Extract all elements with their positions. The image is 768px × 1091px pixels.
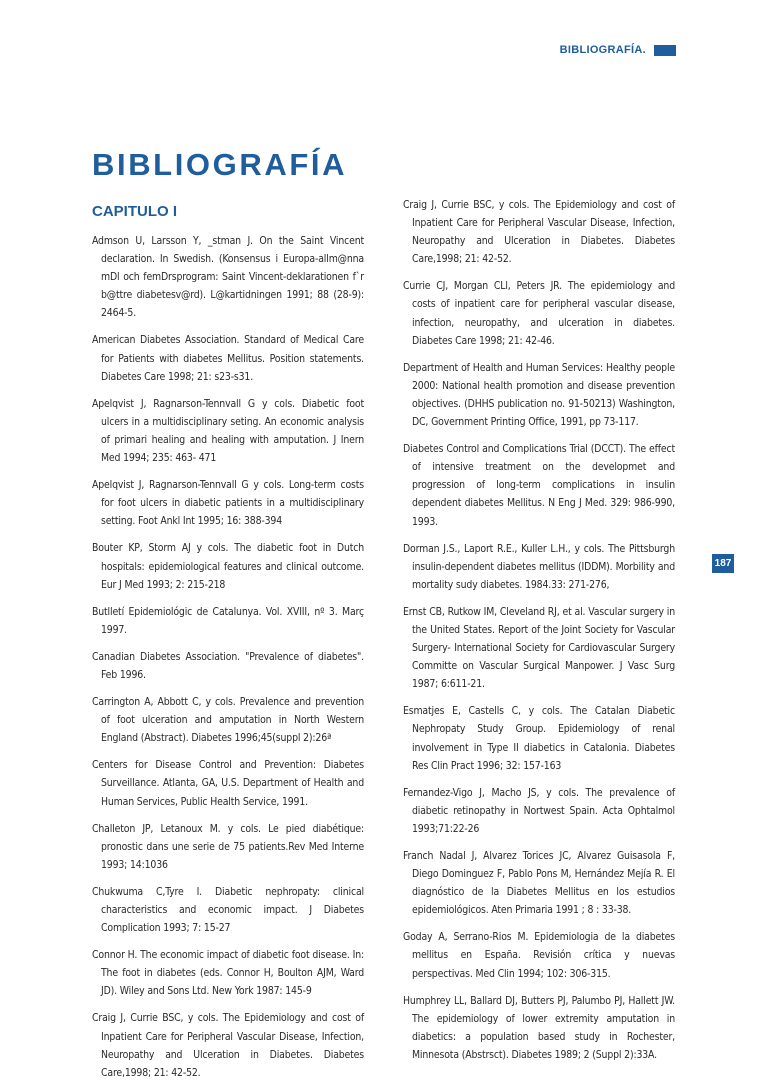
reference-entry: Canadian Diabetes Association. "Prevalence of diabetes". Feb 1996. <box>92 650 364 681</box>
reference-entry: Craig J, Currie BSC, y cols. The Epidemiology and cost of Inpatient Care for Peripheral Vascular Disease, Infection, Neuropathy and Ulceration in Diabetes. Diabetes Care,1998; 21: 42-52. <box>403 199 675 266</box>
reference-entry: Ernst CB, Rutkow IM, Cleveland RJ, et al. Vascular surgery in the United States. Report of the Joint Society for Vascular Surgery- International Society for Cardiovascular Surgery Committe on Vascular Surgical Manpower. J Vasc Surg 1987; 6:611-21. <box>403 605 675 691</box>
page-title: BIBLIOGRAFÍA <box>92 147 348 182</box>
header-color-bar <box>654 45 676 56</box>
reference-entry: Fernandez-Vigo J, Macho JS, y cols. The prevalence of diabetic retinopathy in Nortwest Spain. Acta Ophtalmol 1993;71:22-26 <box>403 786 675 835</box>
reference-entry: Connor H. The economic impact of diabetic foot disease. In: The foot in diabetes (eds. Connor H, Boulton AJM, Ward JD). Wiley and Sons Ltd. New York 1987: 145-9 <box>92 949 364 998</box>
reference-entry: Carrington A, Abbott C, y cols. Prevalence and prevention of foot ulceration and amputation in North Western England (Abstract). Diabetes 1996;45(suppl 2):26ª <box>92 696 364 745</box>
reference-entry: Humphrey LL, Ballard DJ, Butters PJ, Palumbo PJ, Hallett JW. The epidemiology of lower extremity amputation in diabetics: a population based study in Rochester, Minnesota (Abstrsct). Diabetes 1989; 2 (Suppl 2):33A. <box>403 994 675 1061</box>
reference-entry: Challeton JP, Letanoux M. y cols. Le pied diabétique: pronostic dans une serie de 75 patients.Rev Med Interne 1993; 14:1036 <box>92 822 364 871</box>
reference-entry: Esmatjes E, Castells C, y cols. The Catalan Diabetic Nephropaty Study Group. Epidemiology of renal involvement in Type II diabetics in Catalonia. Diabetes Res Clin Pract 1996; 32: 157-163 <box>403 705 675 772</box>
reference-entry: Franch Nadal J, Alvarez Torices JC, Alvarez Guisasola F, Diego Dominguez F, Pablo Pons M, Hernández Mejía R. El diagnóstico de la Diabetes Mellitus en los estudios epidemiológicos. Aten Primaria 1991 ; 8 : 33-38. <box>403 850 675 917</box>
reference-entry: Goday A, Serrano-Rios M. Epidemiologia de la diabetes mellitus en España. Revisión crítica y nuevas perspectivas. Med Clin 1994; 102: 306-315. <box>403 931 675 980</box>
chapter-subtitle: CAPITULO I <box>92 203 177 220</box>
running-header <box>560 44 676 56</box>
reference-entry: American Diabetes Association. Standard of Medical Care for Patients with diabetes Mellitus. Position statements. Diabetes Care 1998; 21: s23-s31. <box>92 334 364 383</box>
reference-entry: Apelqvist J, Ragnarson-Tennvall G y cols. Diabetic foot ulcers in a multidisciplinary seting. An economic analysis of primari healing and healing with amputation. J Inern Med 1994; 235: 463- 471 <box>92 397 364 465</box>
left-column <box>92 232 364 1091</box>
reference-entry: Dorman J.S., Laport R.E., Kuller L.H., y cols. The Pittsburgh insulin-dependent diabetes mellitus (IDDM). Morbility and mortality sudy diabetes. 1984.33: 271-276, <box>403 542 675 591</box>
reference-entry: Craig J, Currie BSC, y cols. The Epidemiology and cost of Inpatient Care for Peripheral Vascular Disease, Infection, Neuropathy and Ulceration in Diabetes. Diabetes Care,1998; 21: 42-52. <box>92 1012 364 1079</box>
reference-entry: Chukwuma C,Tyre I. Diabetic nephropaty: clinical characteristics and economic impact. J Diabetes Complication 1993; 7: 15-27 <box>92 885 364 935</box>
reference-entry: Apelqvist J, Ragnarson-Tennvall G y cols. Long-term costs for foot ulcers in diabetic patients in a multidisciplinary setting. Foot Ankl Int 1995; 16: 388-394 <box>92 479 364 528</box>
reference-entry: Butlletí Epidemiológic de Catalunya. Vol. XVIII, nº 3. Març 1997. <box>92 605 364 636</box>
reference-entry: Bouter KP, Storm AJ y cols. The diabetic foot in Dutch hospitals: epidemiological features and clinical outcome. Eur J Med 1993; 2: 215-218 <box>92 542 364 591</box>
running-header-title: BIBLIOGRAFÍA. <box>559 44 646 56</box>
reference-entry: Centers for Disease Control and Prevention: Diabetes Surveillance. Atlanta, GA, U.S. Department of Health and Human Services, Public Health Service, 1991. <box>92 759 364 808</box>
right-column <box>403 196 675 1073</box>
page-number-badge: 187 <box>712 554 734 573</box>
reference-entry: Diabetes Control and Complications Trial (DCCT). The effect of intensive treatment on the developmet and progression of long-term complications in insulin dependent diabetes Mellitus. N Eng J Med. 329: 986-990, 1993. <box>403 443 675 528</box>
reference-entry: Admson U, Larsson Y, _stman J. On the Saint Vincent declaration. In Swedish. (Konsensus i Europa-allm@nna mDl och femDrsprogram: Saint Vincent-deklarationen f`r b@ttre diabetesv@rd). L@kartidningen 1991; 88 (28-9): 2464-5. <box>92 235 364 320</box>
reference-entry: Currie CJ, Morgan CLl, Peters JR. The epidemiology and costs of inpatient care for peripheral vascular disease, infection, neuropathy, and ulceration in diabetes. Diabetes Care 1998; 21: 42-46. <box>403 280 675 347</box>
reference-entry: Department of Health and Human Services: Healthy people 2000: National health promotion and disease prevention objectives. (DHHS publication no. 91-50213) Washington, DC, Government Printing Office, 1991, pp 73-117. <box>403 361 675 429</box>
